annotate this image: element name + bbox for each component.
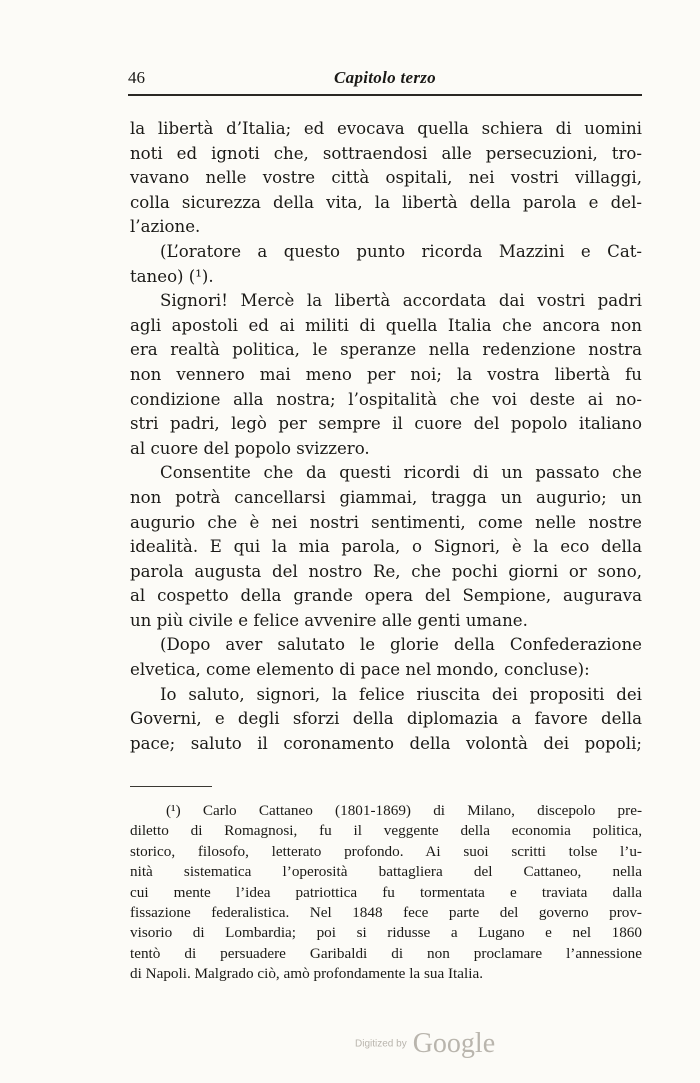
main-text: [130, 117, 642, 756]
text-line: condizione alla nostra; l’ospitalità che voi deste ai no-: [130, 389, 642, 409]
running-title: Capitolo terzo: [334, 68, 436, 87]
text-line: non vennero mai meno per noi; la vostra libertà fu: [130, 364, 642, 384]
text-line: al cospetto della grande opera del Sempione, augurava: [130, 586, 642, 606]
text-line: colla sicurezza della vita, la libertà della parola e del-: [130, 192, 642, 212]
text-line: pace; saluto il coronamento della volontà dei popoli;: [130, 733, 642, 753]
text-line: noti ed ignoti che, sottraendosi alle persecuzioni, tro-: [130, 143, 642, 163]
text-line: (L’oratore a questo punto ricorda Mazzini e Cat-: [160, 241, 642, 261]
text-line: al cuore del popolo svizzero.: [130, 438, 370, 458]
text-line: un più civile e felice avvenire alle genti umane.: [130, 610, 528, 630]
footnote-line: fissazione federalistica. Nel 1848 fece parte del governo prov-: [130, 903, 642, 921]
text-line: (Dopo aver salutato le glorie della Confederazione: [160, 635, 642, 655]
text-line: era realtà politica, le speranze nella redenzione nostra: [130, 340, 642, 360]
footnote-line: visorio di Lombardia; poi si ridusse a Lugano e nel 1860: [130, 924, 642, 942]
text-line: elvetica, come elemento di pace nel mondo, concluse):: [130, 660, 590, 680]
text-line: augurio che è nei nostri sentimenti, come nelle nostre: [130, 512, 642, 532]
text-line: Signori! Mercè la libertà accordata dai vostri padri: [160, 291, 642, 311]
text-line: Governi, e degli sforzi della diplomazia a favore della: [130, 709, 642, 729]
text-line: idealità. E qui la mia parola, o Signori, è la eco della: [130, 537, 642, 557]
text-line: stri padri, legò per sempre il cuore del popolo italiano: [130, 414, 642, 434]
footnote-line: (¹) Carlo Cattaneo (1801-1869) di Milano, discepolo pre-: [166, 802, 642, 819]
footnote-line: nità sistematica l’operosità battagliera del Cattaneo, nella: [130, 863, 642, 881]
header-rule: [128, 94, 642, 96]
text-line: non potrà cancellarsi giammai, tragga un augurio; un: [130, 487, 642, 507]
google-logo-text: Google: [412, 1028, 496, 1059]
text-line: agli apostoli ed ai militi di quella Italia che ancora non: [130, 315, 642, 335]
page-number: 46: [128, 68, 145, 87]
text-line: vavano nelle vostre città ospitali, nei vostri villaggi,: [130, 168, 642, 188]
footnote-line: storico, filosofo, letterato profondo. Ai suoi scritti tolse l’u-: [130, 842, 642, 860]
footnote-line: di Napoli. Malgrado ciò, amò profondamente la sua Italia.: [130, 965, 483, 983]
text-line: Io saluto, signori, la felice riuscita dei propositi dei: [160, 684, 642, 704]
footnote-line: diletto di Romagnosi, fu il veggente della economia politica,: [130, 822, 642, 840]
text-line: l’azione.: [130, 217, 201, 237]
digitization-watermark: [355, 1028, 515, 1064]
footnote-separator: [130, 786, 212, 787]
footnote-line: cui mente l’idea patriottica fu tormentata e traviata dalla: [130, 883, 642, 901]
text-line: parola augusta del nostro Re, che pochi giorni or sono,: [130, 561, 642, 581]
footnote-line: tentò di persuadere Garibaldi di non proclamare l’annessione: [130, 944, 642, 962]
footnote-block: [130, 801, 642, 985]
text-line: la libertà d’Italia; ed evocava quella schiera di uomini: [130, 119, 642, 138]
text-line-footnote-ref: taneo) (¹).: [130, 266, 214, 286]
page-header: [128, 68, 642, 90]
watermark-prefix: Digitized by: [355, 1038, 407, 1050]
text-line: Consentite che da questi ricordi di un passato che: [160, 463, 642, 483]
